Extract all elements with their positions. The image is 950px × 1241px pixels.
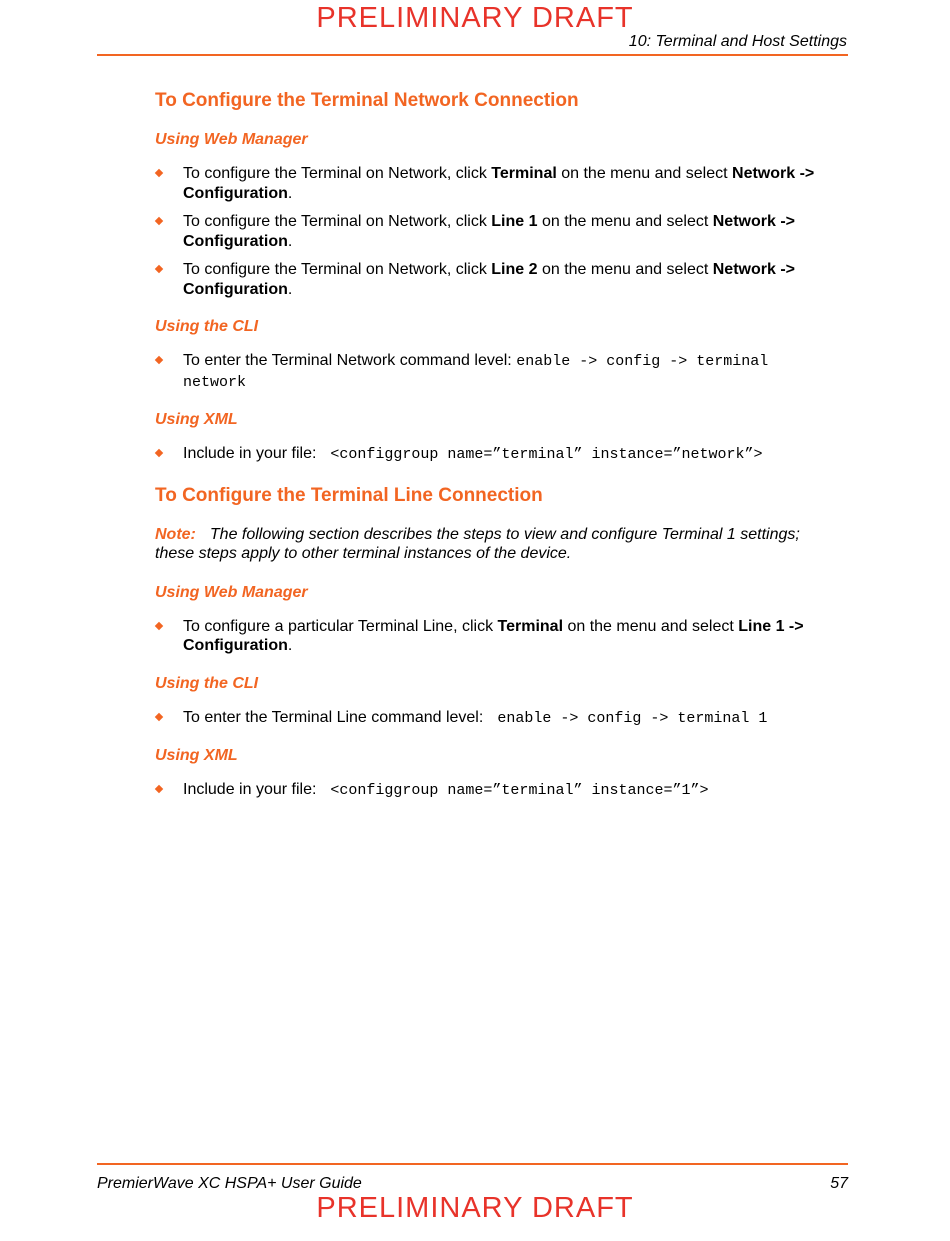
list-item: To configure a particular Terminal Line, click Terminal on the menu and select Line 1 -> Configuration. — [155, 617, 835, 656]
watermark-bottom: PRELIMINARY DRAFT — [316, 1192, 634, 1224]
page-content — [155, 88, 835, 819]
bullet-list — [155, 617, 835, 656]
xml-snippet: <configgroup name=”terminal” instance=”1”> — [330, 782, 709, 799]
footer-doc-title: PremierWave XC HSPA+ User Guide — [97, 1175, 362, 1192]
heading-xml: Using XML — [155, 747, 238, 764]
bullet-list — [155, 351, 835, 392]
heading-cli: Using the CLI — [155, 318, 259, 335]
list-item: Include in your file: <configgroup name=”terminal” instance=”1”> — [155, 780, 835, 801]
list-item: To enter the Terminal Line command level: enable -> config -> terminal 1 — [155, 708, 835, 729]
diamond-bullet-icon — [155, 621, 163, 629]
diamond-bullet-icon — [155, 449, 163, 457]
heading-web-manager: Using Web Manager — [155, 583, 308, 601]
header-rule — [97, 54, 848, 56]
chapter-title: 10: Terminal and Host Settings — [628, 33, 847, 50]
cli-command: enable -> config -> terminal network — [183, 353, 769, 391]
diamond-bullet-icon — [155, 712, 163, 720]
watermark-top: PRELIMINARY DRAFT — [316, 2, 634, 34]
diamond-bullet-icon — [155, 265, 163, 273]
list-item: To configure the Terminal on Network, click Line 2 on the menu and select Network -> Configuration. — [155, 260, 835, 299]
list-item: To configure the Terminal on Network, click Terminal on the menu and select Network -> Configuration. — [155, 164, 835, 203]
page-number: 57 — [830, 1175, 848, 1192]
bullet-list — [155, 780, 835, 801]
section-title-line: To Configure the Terminal Line Connection — [155, 484, 543, 506]
diamond-bullet-icon — [155, 785, 163, 793]
cli-command: enable -> config -> terminal 1 — [497, 709, 768, 727]
list-item: To configure the Terminal on Network, click Line 1 on the menu and select Network -> Configuration. — [155, 212, 835, 251]
list-item: To enter the Terminal Network command level: enable -> config -> terminal network — [155, 351, 835, 392]
heading-cli: Using the CLI — [155, 674, 259, 692]
bullet-list — [155, 708, 835, 729]
heading-web-manager: Using Web Manager — [155, 131, 308, 148]
bullet-list — [155, 444, 835, 465]
diamond-bullet-icon — [155, 356, 163, 364]
section-title-network: To Configure the Terminal Network Connection — [155, 90, 579, 111]
diamond-bullet-icon — [155, 169, 163, 177]
note — [155, 525, 835, 564]
diamond-bullet-icon — [155, 217, 163, 225]
heading-xml: Using XML — [155, 411, 238, 428]
footer-rule — [97, 1163, 848, 1165]
note-text: The following section describes the steps to view and configure Terminal 1 settings; these steps apply to other terminal instances of the device. — [155, 525, 800, 562]
bullet-list — [155, 164, 835, 299]
list-item: Include in your file: <configgroup name=”terminal” instance=”network”> — [155, 444, 835, 465]
xml-snippet: <configgroup name=”terminal” instance=”network”> — [330, 446, 763, 463]
note-label: Note: — [155, 525, 196, 543]
